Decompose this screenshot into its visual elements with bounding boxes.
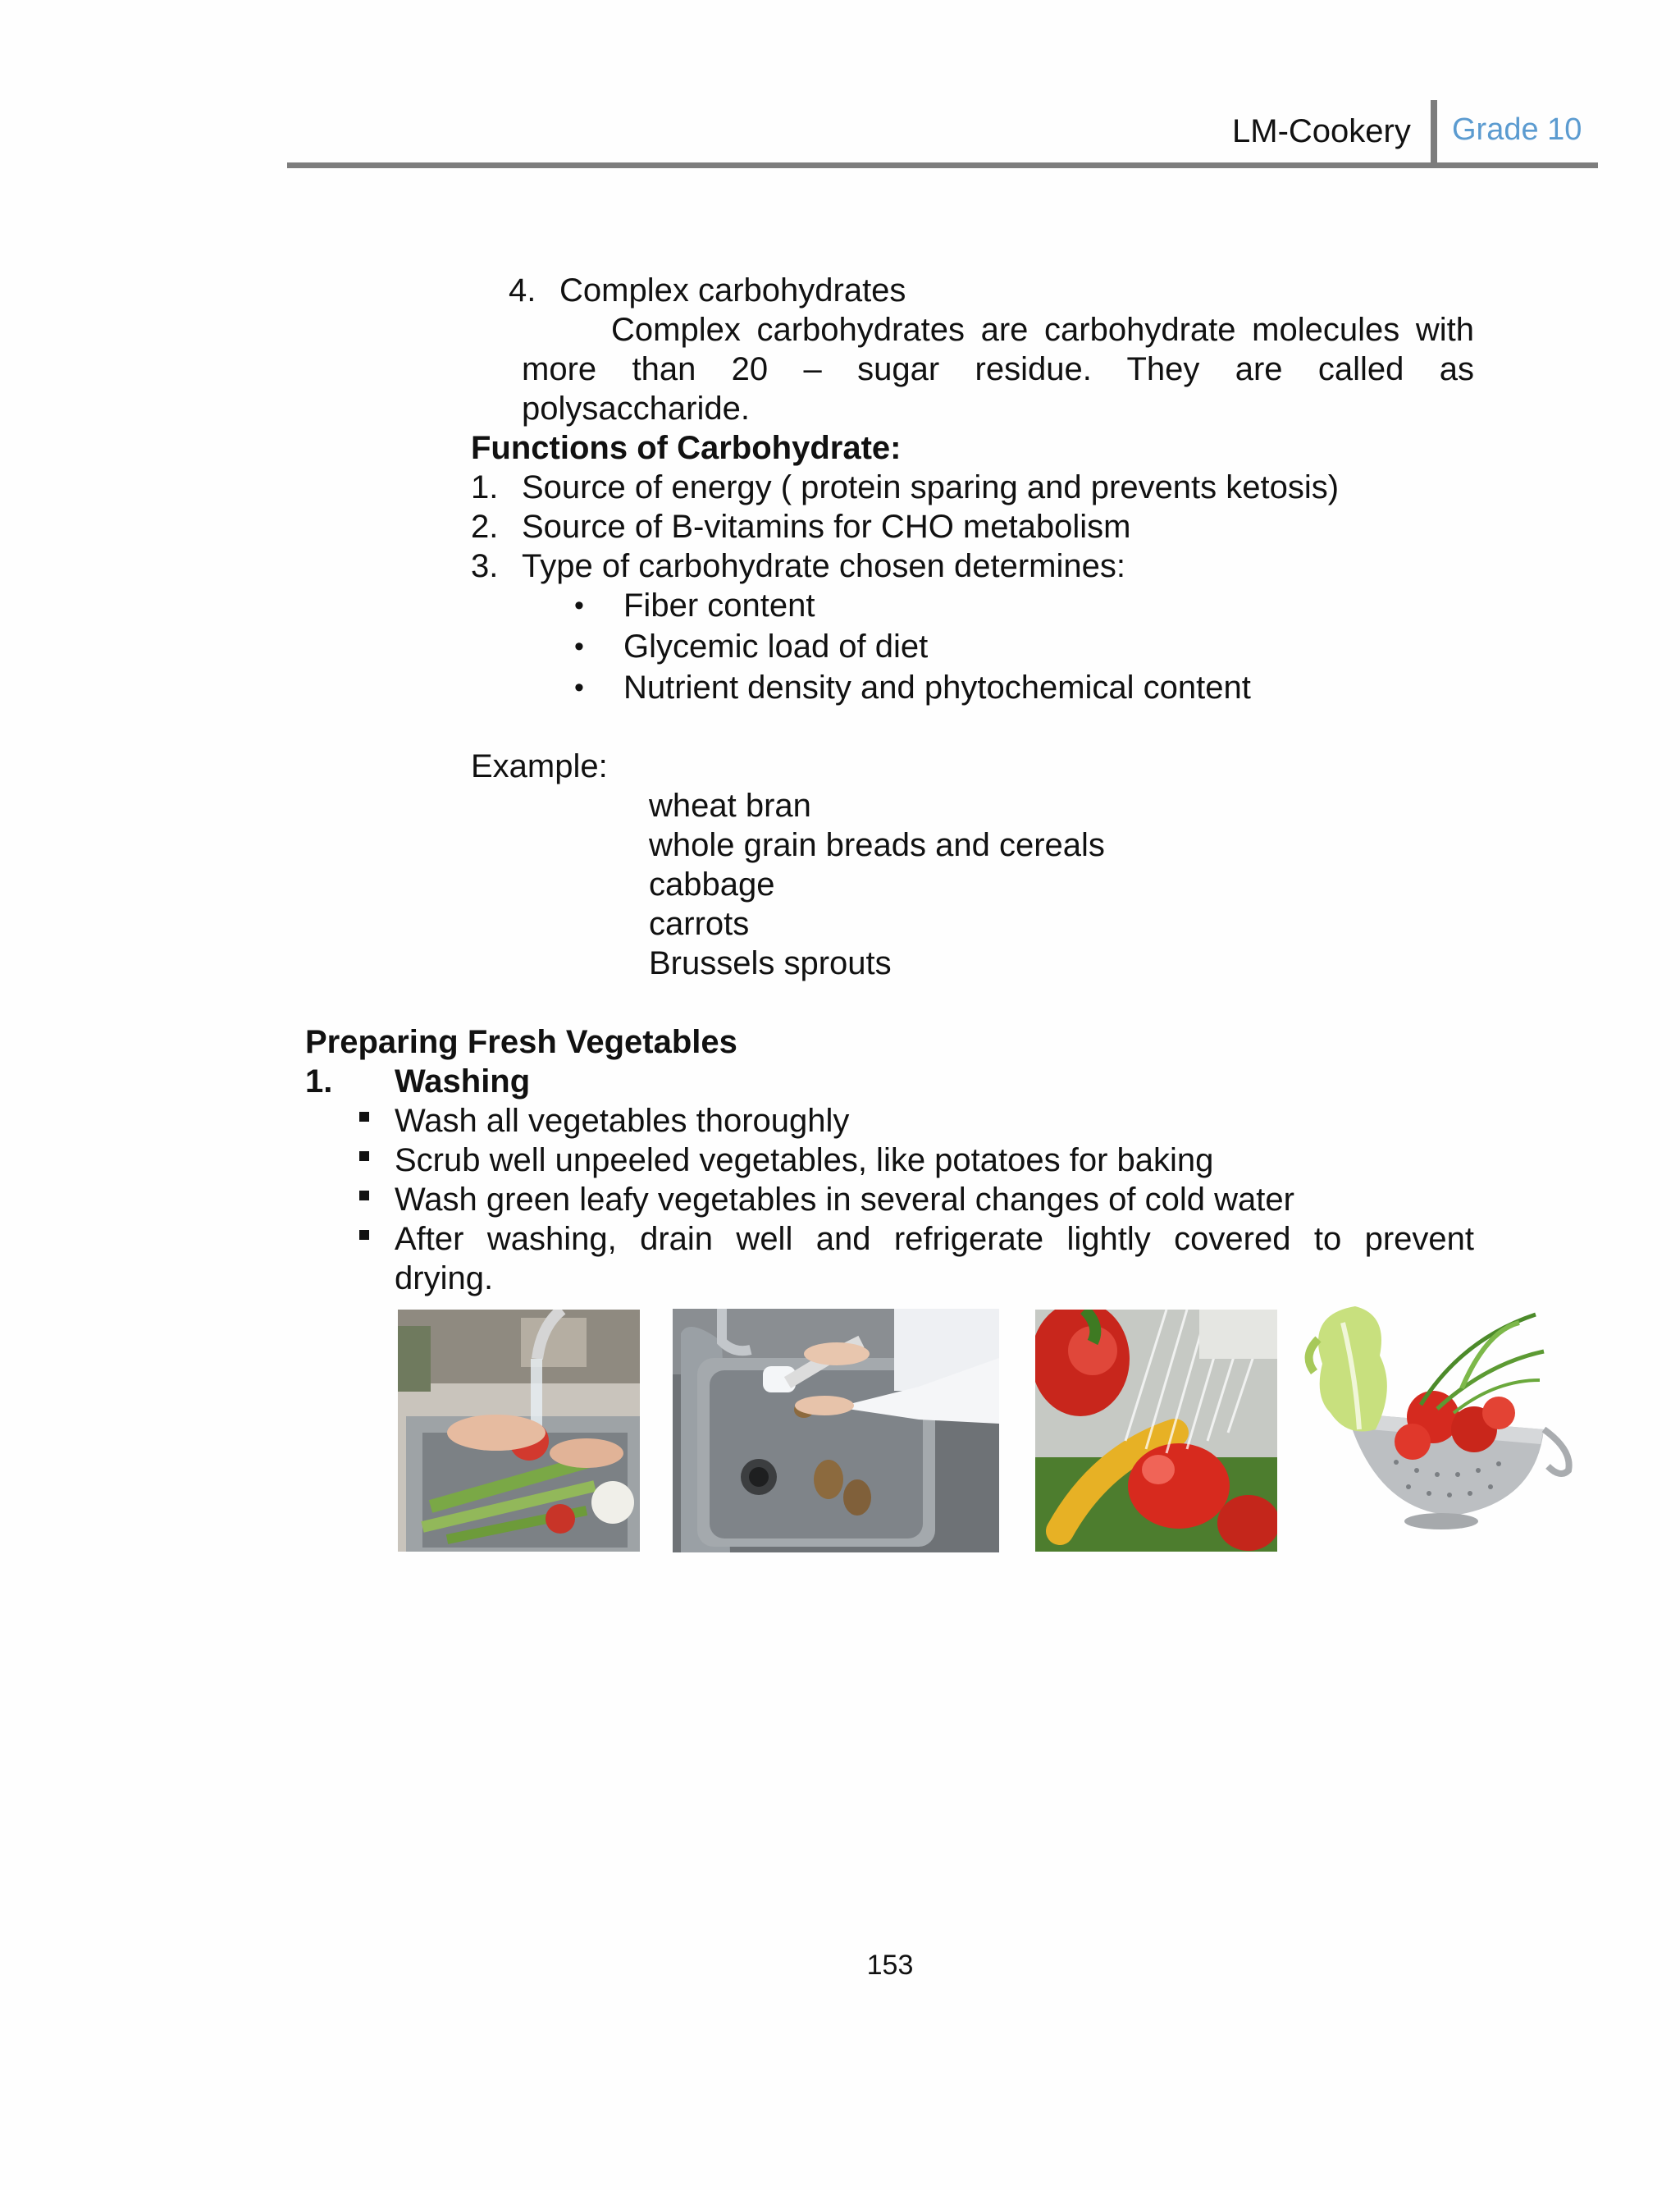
functions-item-2-num: 2. [471, 509, 499, 545]
header-grade: Grade 10 [1452, 112, 1582, 147]
sub-bullet-dot: • [574, 590, 584, 621]
functions-item-2: Source of B-vitamins for CHO metabolism [522, 509, 1131, 545]
header-rule [287, 162, 1598, 168]
square-bullet [359, 1191, 369, 1200]
complex-heading: Complex carbohydrates [559, 272, 906, 309]
complex-para-line1: Complex carbohydrates are carbohydrate molecules with [611, 312, 1474, 348]
washing-bullet: After washing, drain well and refrigerate lightly covered to prevent [395, 1221, 1474, 1257]
sub-bullet-item: Fiber content [623, 588, 815, 624]
example-label: Example: [471, 748, 608, 784]
functions-item-3: Type of carbohydrate chosen determines: [522, 548, 1125, 584]
functions-item-1: Source of energy ( protein sparing and prevents ketosis) [522, 469, 1340, 505]
photo-washing-vegetables-under-tap [398, 1310, 640, 1552]
example-item: cabbage [649, 866, 775, 903]
sub-bullet-dot: • [574, 672, 584, 703]
photo-vegetables-in-colander [1298, 1306, 1575, 1554]
square-bullet [359, 1112, 369, 1122]
complex-para-line2: more than 20 – sugar residue. They are called as [522, 351, 1474, 387]
header-title: LM-Cookery [1232, 113, 1411, 149]
sub-bullet-item: Nutrient density and phytochemical content [623, 670, 1251, 706]
square-bullet [359, 1151, 369, 1161]
functions-item-3-num: 3. [471, 548, 499, 584]
washing-bullet: Scrub well unpeeled vegetables, like potatoes for baking [395, 1142, 1214, 1178]
page-number: 153 [866, 1950, 914, 1981]
step-number: 1. [305, 1063, 333, 1100]
square-bullet [359, 1230, 369, 1240]
functions-item-1-num: 1. [471, 469, 499, 505]
photo-scrubbing-potatoes [673, 1309, 999, 1552]
step-title: Washing [395, 1063, 531, 1100]
photo-rinsing-peppers [1035, 1310, 1277, 1552]
complex-number: 4. [509, 272, 536, 309]
example-item: Brussels sprouts [649, 945, 892, 981]
header-separator [1431, 100, 1437, 166]
washing-bullet-continued: drying. [395, 1260, 494, 1296]
washing-bullet: Wash all vegetables thoroughly [395, 1103, 850, 1139]
functions-heading: Functions of Carbohydrate: [471, 430, 902, 466]
complex-para-line3: polysaccharide. [522, 391, 750, 427]
sub-bullet-item: Glycemic load of diet [623, 629, 929, 665]
example-item: wheat bran [649, 788, 811, 824]
preparing-heading: Preparing Fresh Vegetables [305, 1024, 737, 1060]
example-item: whole grain breads and cereals [649, 827, 1105, 863]
sub-bullet-dot: • [574, 631, 584, 662]
washing-bullet: Wash green leafy vegetables in several changes of cold water [395, 1182, 1294, 1218]
example-item: carrots [649, 906, 750, 942]
